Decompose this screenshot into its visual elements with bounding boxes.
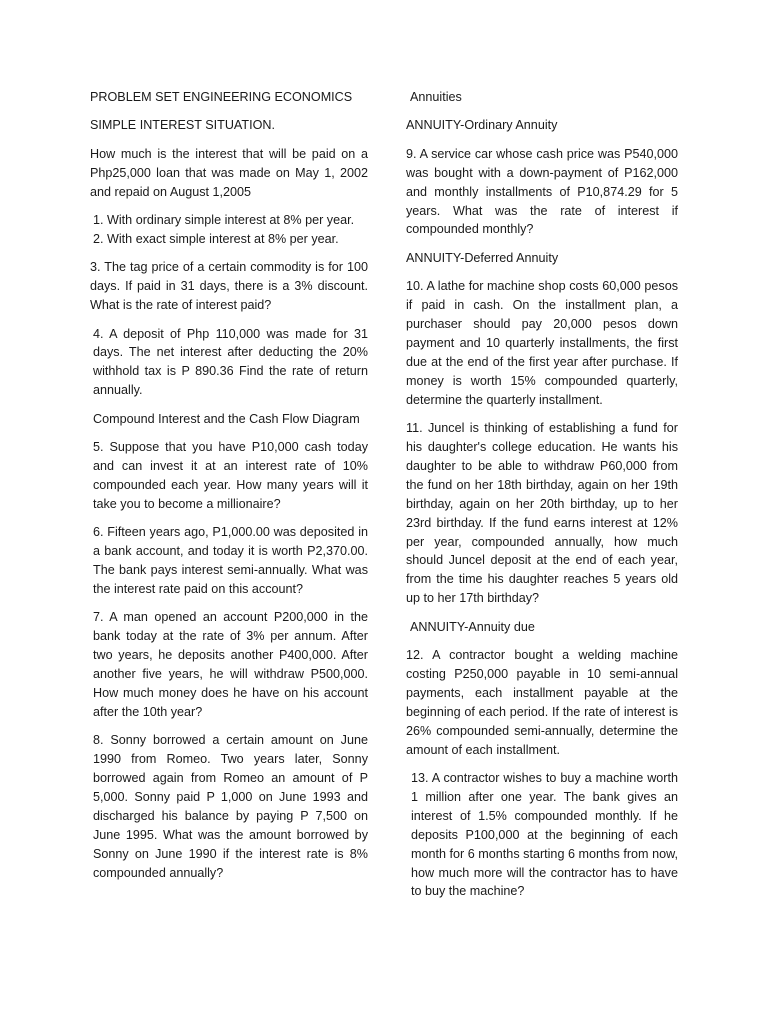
problem-4: 4. A deposit of Php 110,000 was made for 31 days. The net interest after deducting the 20% withhold tax is P 890.36 Find the rate of return annually.: [93, 326, 368, 398]
problem-11: 11. Juncel is thinking of establishing a fund for his daughter's college education. He wants his daughter to be able to withdraw P60,000 from the fund on her 18th birthday, again on her 19th birthday, again on her 20th birthday, up to her 23rd birthday. If the fund earns interest at 12% per year, compounded annually, how much should Juncel deposit at the end of each year, from the time his daughter reaches 5 years old up to her 17th birthday?: [406, 421, 678, 606]
problem-10: 10. A lathe for machine shop costs 60,000 pesos if paid in cash. On the installment plan, a purchaser should pay 20,000 pesos down payment and 10 quarterly installments, the first due at the end of the first year after purchase. If money is worth 15% compounded quarterly, determine the quarterly installment.: [406, 279, 678, 407]
problem-1: 1. With ordinary simple interest at 8% per year.: [93, 213, 355, 228]
section-heading-deferred-annuity: ANNUITY-Deferred Annuity: [406, 250, 559, 265]
section-heading-ordinary-annuity: ANNUITY-Ordinary Annuity: [406, 118, 558, 133]
problem-13: 13. A contractor wishes to buy a machine worth 1 million after one year. The bank gives an interest of 1.5% compounded monthly. If he deposits P100,000 at the beginning of each month for 6 months starting 6 months from now, how much more will the contractor has to have to buy the machine?: [411, 771, 678, 899]
section-heading-annuities: Annuities: [410, 90, 462, 104]
right-column: [406, 88, 678, 911]
problem-5: 5. Suppose that you have P10,000 cash today and can invest it at an interest rate of 10% compounded each year. How many years will it take you to become a millionaire?: [93, 440, 368, 511]
problem-12: 12. A contractor bought a welding machine costing P250,000 payable in 10 semi-annual payments, each installment payable at the beginning of each period. If the rate of interest is 26% compounded semi-annually, determine the amount of each installment.: [406, 648, 678, 757]
section-heading-compound-interest: Compound Interest and the Cash Flow Diagram: [93, 411, 360, 426]
problem-1-2: [90, 211, 368, 249]
problem-7: 7. A man opened an account P200,000 in the bank today at the rate of 3% per annum. After two years, he deposits another P400,000. After another five years, he will withdraw P500,000. How much money does he have on his account after the 10th year?: [93, 610, 368, 719]
document-title: PROBLEM SET ENGINEERING ECONOMICS: [90, 90, 353, 104]
section-heading-annuity-due: ANNUITY-Annuity due: [410, 619, 535, 634]
left-column: [90, 88, 368, 892]
problem-2: 2. With exact simple interest at 8% per year.: [93, 231, 339, 246]
section-heading-simple-interest: SIMPLE INTEREST SITUATION.: [90, 118, 275, 133]
simple-interest-intro: How much is the interest that will be paid on a Php25,000 loan that was made on May 1, 2002 and repaid on August 1,2005: [90, 146, 368, 199]
problem-6: 6. Fifteen years ago, P1,000.00 was deposited in a bank account, and today it is worth P2,370.00. The bank pays interest semi-annually. What was the interest rate paid on this account?: [93, 525, 368, 596]
problem-8: 8. Sonny borrowed a certain amount on June 1990 from Romeo. Two years later, Sonny borrowed again from Romeo an amount of P 5,000. Sonny paid P 1,000 on June 1993 and discharged his balance by paying P 7,500 on June 1995. What was the amount borrowed by Sonny on June 1990 if the interest rate is 8% compounded annually?: [93, 733, 368, 880]
problem-9: 9. A service car whose cash price was P540,000 was bought with a down-payment of P162,000 and monthly installments of P10,874.29 for 5 years. What was the rate of interest if compounded monthly?: [406, 146, 678, 237]
problem-3: 3. The tag price of a certain commodity is for 100 days. If paid in 31 days, there is a 3% discount. What is the rate of interest paid?: [90, 260, 368, 313]
